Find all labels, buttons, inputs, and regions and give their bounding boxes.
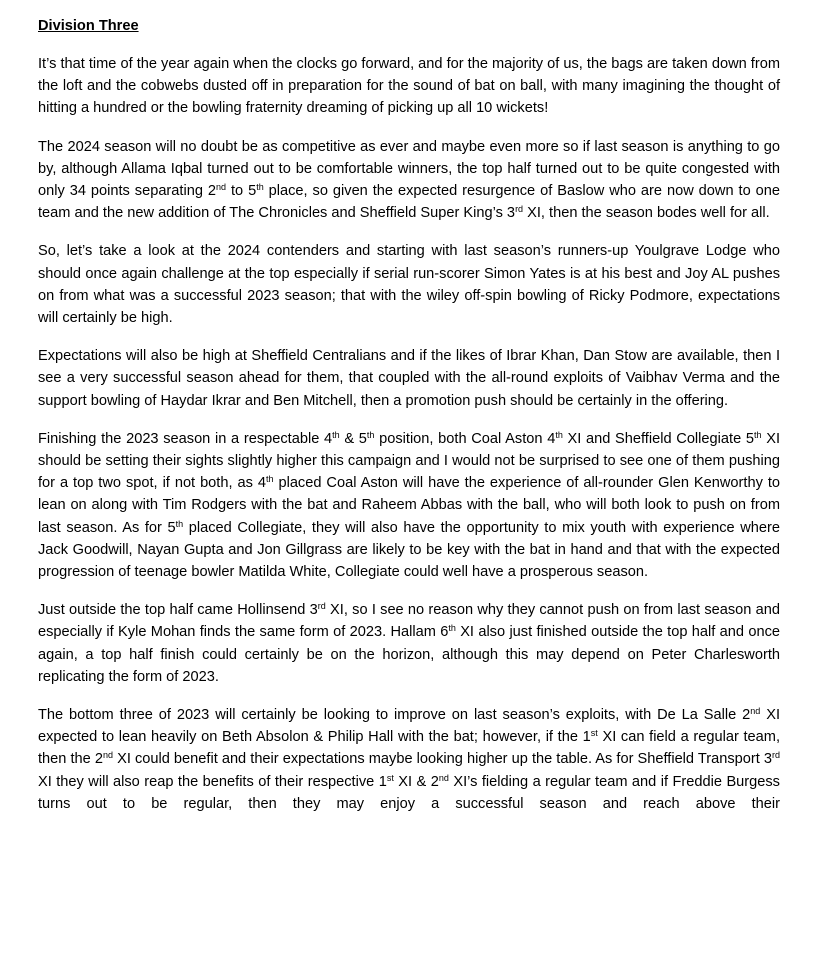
text-run: XI also just finished outside the top half and once again, a top half finish could certainly be on the horizon, although this may depend on Peter Charlesworth replicating the form of 2023. bbox=[38, 624, 780, 685]
text-run: XI expected to lean heavily on Beth Absolon & Philip Hall with the bat; however, if the 1 bbox=[38, 707, 780, 746]
text-run: XI could benefit and their expectations maybe looking higher up the table. As for Sheffield Transport 3 bbox=[113, 751, 772, 768]
ordinal-suffix: nd bbox=[216, 182, 227, 193]
text-run: Just outside the top half came Hollinsend 3 bbox=[38, 602, 318, 619]
ordinal-suffix: th bbox=[448, 623, 456, 634]
ordinal-suffix: th bbox=[256, 182, 264, 193]
ordinal-suffix: rd bbox=[771, 750, 780, 761]
ordinal-suffix: th bbox=[175, 518, 184, 529]
paragraph-2 bbox=[38, 136, 780, 225]
text-run: XI, then the season bodes well for all. bbox=[523, 205, 770, 222]
text-run: XI’s fielding a regular team and if Freddie Burgess turns out to be regular, then they may enjoy a successful season and reach above their bbox=[38, 773, 780, 812]
section-heading: Division Three bbox=[38, 18, 139, 34]
text-run: Finishing the 2023 season in a respectable 4 bbox=[38, 430, 333, 447]
text-run: So, let’s take a look at the 2024 contenders and starting with last season’s runners-up Youlgrave Lodge who should once again challenge at the top especially if serial run-scorer Simon Yates is at his best and Joy AL pushes on from what was a successful 2023 season; that with the wiley off-spin bowling of Ricky Podmore, expectations will certainly be high. bbox=[38, 243, 780, 327]
text-run: place, so given the expected resurgence of Baslow who are now down to one team and the new addition of The Chronicles and Sheffield Super King’s 3 bbox=[38, 183, 780, 222]
text-run: XI should be setting their sights slightly higher this campaign and I would not be surprised to see one of them pushing for a top two spot, if not both, as 4 bbox=[38, 430, 781, 492]
ordinal-suffix: nd bbox=[102, 750, 113, 761]
text-run: position, both Coal Aston 4 bbox=[374, 430, 556, 447]
ordinal-suffix: th bbox=[754, 429, 762, 440]
paragraph-6 bbox=[38, 599, 780, 688]
ordinal-suffix: nd bbox=[438, 772, 449, 783]
ordinal-suffix: th bbox=[265, 474, 274, 485]
text-run: XI and Sheffield Collegiate 5 bbox=[562, 430, 754, 447]
text-run: XI can field a regular team, then the 2 bbox=[38, 729, 780, 768]
ordinal-suffix: th bbox=[555, 429, 563, 440]
text-run: XI & 2 bbox=[393, 773, 439, 790]
paragraph-1 bbox=[38, 53, 780, 120]
ordinal-suffix: st bbox=[590, 728, 598, 739]
text-run: XI, so I see no reason why they cannot push on from last season and especially if Kyle Mohan finds the same form of 2023. Hallam 6 bbox=[38, 602, 780, 641]
text-run: It’s that time of the year again when the clocks go forward, and for the majority of us, the bags are taken down from the loft and the cobwebs dusted off in preparation for the sound of bat on ball, with many imagining the thought of hitting a hundred or the bowling fraternity dreaming of picking up all 10 wickets! bbox=[38, 56, 780, 117]
ordinal-suffix: nd bbox=[750, 706, 761, 717]
paragraph-3 bbox=[38, 240, 780, 329]
text-run: Expectations will also be high at Sheffield Centralians and if the likes of Ibrar Khan, Dan Stow are available, then I see a very successful season ahead for them, that coupled with the all-round exploits of Vaibhav Verma and the support bowling of Haydar Ikrar and Ben Mitchell, then a promotion push should be certainly in the offering. bbox=[38, 348, 780, 409]
text-run: to 5 bbox=[226, 183, 257, 200]
ordinal-suffix: rd bbox=[515, 204, 524, 215]
ordinal-suffix: rd bbox=[317, 601, 326, 612]
paragraph-4 bbox=[38, 345, 780, 412]
text-run: placed Coal Aston will have the experience of all-rounder Glen Kenworthy to lean on along with Tim Rodgers with the bat and Raheem Abbas with the ball, who will both look to push on from last season. As for 5 bbox=[38, 475, 780, 536]
ordinal-suffix: th bbox=[366, 429, 375, 440]
text-run: XI they will also reap the benefits of their respective 1 bbox=[38, 773, 387, 790]
ordinal-suffix: th bbox=[332, 429, 340, 440]
article-body bbox=[38, 53, 780, 815]
text-run: & 5 bbox=[339, 430, 367, 447]
paragraph-5 bbox=[38, 428, 780, 583]
text-run: The 2024 season will no doubt be as competitive as ever and maybe even more so if last season is anything to go by, although Allama Iqbal turned out to be comfortable winners, the top half turned out to be quite congested with only 34 points separating 2 bbox=[38, 138, 780, 200]
ordinal-suffix: st bbox=[386, 772, 394, 783]
text-run: placed Collegiate, they will also have the opportunity to mix youth with experience where Jack Goodwill, Nayan Gupta and Jon Gillgrass are likely to be key with the bat in hand and that with the expected progression of teenage bowler Matilda White, Collegiate could well have a prosperous season. bbox=[38, 519, 780, 581]
paragraph-7 bbox=[38, 704, 780, 815]
text-run: The bottom three of 2023 will certainly be looking to improve on last season’s exploits, with De La Salle 2 bbox=[38, 707, 751, 724]
